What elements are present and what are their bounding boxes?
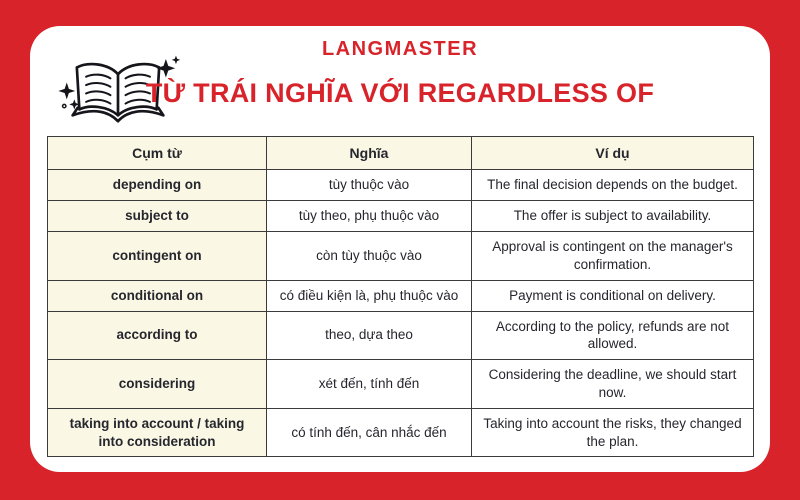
meaning-cell: còn tùy thuộc vào	[267, 232, 472, 281]
meaning-cell: có tính đến, cân nhắc đến	[267, 408, 472, 457]
column-header-phrase: Cụm từ	[48, 137, 267, 170]
meaning-cell: có điều kiện là, phụ thuộc vào	[267, 280, 472, 311]
phrase-cell: depending on	[48, 170, 267, 201]
phrase-cell: considering	[48, 360, 267, 409]
phrase-cell: conditional on	[48, 280, 267, 311]
table-row	[48, 408, 754, 457]
example-cell: Taking into account the risks, they changed the plan.	[472, 408, 754, 457]
brand-logo: LANGMASTER	[321, 38, 479, 60]
table-header-row	[48, 137, 754, 170]
table-row	[48, 232, 754, 281]
page-title: TỪ TRÁI NGHĨA VỚI REGARDLESS OF	[145, 78, 655, 108]
meaning-cell: theo, dựa theo	[267, 311, 472, 360]
meaning-cell: xét đến, tính đến	[267, 360, 472, 409]
column-header-meaning: Nghĩa	[267, 137, 472, 170]
table-row	[48, 360, 754, 409]
phrase-cell: according to	[48, 311, 267, 360]
example-cell: The offer is subject to availability.	[472, 201, 754, 232]
vocabulary-table	[47, 136, 754, 457]
example-cell: Payment is conditional on delivery.	[472, 280, 754, 311]
table-row	[48, 280, 754, 311]
phrase-cell: contingent on	[48, 232, 267, 281]
table-body	[48, 170, 754, 457]
meaning-cell: tùy thuộc vào	[267, 170, 472, 201]
phrase-cell: subject to	[48, 201, 267, 232]
phrase-cell: taking into account / taking into consideration	[48, 408, 267, 457]
meaning-cell: tùy theo, phụ thuộc vào	[267, 201, 472, 232]
content-card	[30, 26, 770, 472]
table-row	[48, 170, 754, 201]
column-header-example: Ví dụ	[472, 137, 754, 170]
table-row	[48, 201, 754, 232]
example-cell: Approval is contingent on the manager's confirmation.	[472, 232, 754, 281]
example-cell: Considering the deadline, we should start now.	[472, 360, 754, 409]
example-cell: The final decision depends on the budget.	[472, 170, 754, 201]
table-row	[48, 311, 754, 360]
example-cell: According to the policy, refunds are not allowed.	[472, 311, 754, 360]
